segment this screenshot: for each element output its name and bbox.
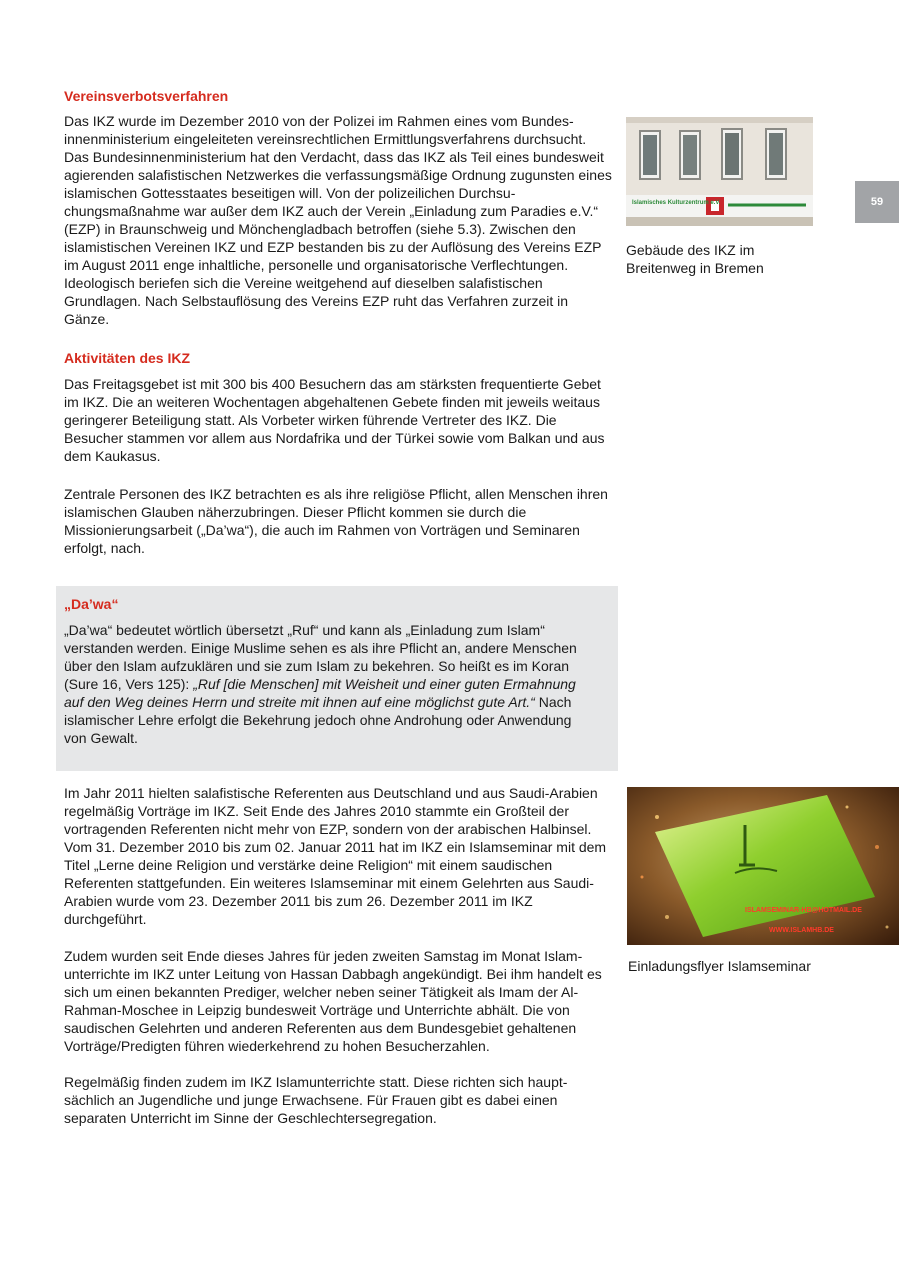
vereinsverbot-paragraph: Das IKZ wurde im Dezember 2010 von der Polizei im Rahmen eines vom Bundesinnenministerium eingeleiteten vereinsrechtlichen Ermittlungsverfahrens durchsucht. Das Bundesinnenministerium hat den Verdacht, dass das IKZ als Teil eines bundesweit agierenden salafistischen Netzwerkes die verfassungsmäßige Ordnung zugunsten eines islamischen Gottesstaates beseitigen will. Von der polizeilichen Durchsuchungsmaßnahme war außer dem IKZ auch der Verein „Einladung zum Paradies e.V.“ (EZP) in Braunschweig und Mönchengladbach betroffen (siehe 5.3). Zwischen den islamistischen Vereinen IKZ und EZP bestanden bis zu der Auflösung des Vereins EZP im August 2011 enge inhaltliche, personelle und organisatorische Verflechtungen. Ideologisch beriefen sich die Vereine weitgehend auf dieselben salafistischen Grundlagen. Nach Selbstauflösung des Vereins EZP ruht das Verfahren zurzeit in Gänze. xyxy=(64,113,612,327)
flyer-url-text: WWW.ISLAMHB.DE xyxy=(769,927,834,934)
dawa-paragraph xyxy=(64,621,596,747)
dawa-info-box xyxy=(56,586,618,771)
koran-quote: „Ruf [die Menschen] mit Weisheit und einer guten Ermahnung auf den Weg deines Herrn und streite mit ihnen auf eine möglichst gute Art.“ xyxy=(64,676,576,710)
jugend-unterricht-paragraph: Regelmäßig finden zudem im IKZ Islamunterrichte statt. Diese richten sich hauptsächlich an Jugendliche und junge Erwachsene. Für Frauen gibt es dabei einen separaten Unterricht im Sinne der Geschlechtersegregation. xyxy=(64,1074,568,1126)
flyer-illustration xyxy=(627,787,899,945)
aktivitaeten-paragraph-2: Zentrale Personen des IKZ betrachten es als ihre religiöse Pflicht, allen Menschen ihren islamischen Glauben näherzubringen. Dieser Pflicht kommen sie durch die Missionierungsarbeit („Da’wa“), die auch im Rahmen von Vorträgen und Seminaren erfolgt, nach. xyxy=(64,486,608,556)
building-sign-text: Islamisches Kulturzentrum e.V. xyxy=(632,200,721,206)
section-heading-vereinsverbotsverfahren: Vereinsverbotsverfahren xyxy=(64,88,229,104)
page-number-tab: 59 xyxy=(855,181,899,223)
building-illustration xyxy=(626,117,813,226)
building-caption-line-1: Gebäude des IKZ im xyxy=(626,242,755,258)
section-heading-aktivitaeten: Aktivitäten des IKZ xyxy=(64,350,191,366)
aktivitaeten-paragraph-1: Das Freitagsgebet ist mit 300 bis 400 Besuchern das am stärksten frequentierte Gebet im IKZ. Die an weiteren Wochentagen abgehaltenen Gebete finden mit jeweils weitaus geringerer Beteiligung statt. Als Vorbeter wirken führende Vertreter des IKZ. Die Besucher stammen vor allem aus Nordafrika und der Türkei sowie vom Balkan und aus dem Kaukasus. xyxy=(64,376,605,464)
referenten-paragraph: Im Jahr 2011 hielten salafistische Referenten aus Deutschland und aus Saudi-Arabien regelmäßig Vorträge im IKZ. Seit Ende des Jahres 2010 stammte ein Großteil der vortragenden Referenten nicht mehr von EZP, sondern von der arabischen Halbinsel. Vom 31. Dezember 2010 bis zum 02. Januar 2011 hat im IKZ ein Islamseminar mit dem Titel „Lerne deine Religion und verstärke deine Religion“ mit einem saudischen Referenten stattgefunden. Ein weiteres Islamseminar mit einem Gelehrten aus Saudi-Arabien wurde vom 23. Dezember 2011 bis zum 26. Dezember 2011 im IKZ durchgeführt. xyxy=(64,785,607,927)
dawa-heading: „Da’wa“ xyxy=(64,596,119,612)
flyer-caption: Einladungsflyer Islamseminar xyxy=(628,958,811,974)
building-caption-line-2: Breitenweg in Bremen xyxy=(626,260,764,276)
dawa-text-before: „Da’wa“ bedeutet wörtlich übersetzt „Ruf“ und kann als „Einladung zum Islam“ verstanden werden. Einige Muslime sehen es als ihre Pflicht an, andere Menschen über den Islam aufzuklären und sie zum Islam zu bekehren. So heißt es im Koran (Sure 16, Vers 125): xyxy=(64,622,577,692)
seminar-flyer-image xyxy=(627,787,899,945)
building-caption xyxy=(626,241,764,277)
ikz-building-photo xyxy=(626,117,813,226)
islamunterricht-paragraph: Zudem wurden seit Ende dieses Jahres für jeden zweiten Samstag im Monat Islamunterrichte im IKZ unter Leitung von Hassan Dabbagh angekündigt. Bei ihm handelt es sich um einen bekannten Prediger, welcher neben seiner Tätigkeit als Imam der Al-Rahman-Moschee in Leipzig bundesweit Vorträge und Unterrichte abhält. Die von saudischen Gelehrten und anderen Referenten aus dem Bundesgebiet gehaltenen Vorträge/Predigten führen wiederkehrend zu hohen Besucherzahlen. xyxy=(64,948,602,1054)
flyer-email-text: ISLAMSEMINAR-HB@HOTMAIL.DE xyxy=(745,907,862,914)
dawa-text-after: Nach islamischer Lehre erfolgt die Bekehrung jedoch ohne Androhung oder Anwendung von Gewalt. xyxy=(64,694,572,746)
